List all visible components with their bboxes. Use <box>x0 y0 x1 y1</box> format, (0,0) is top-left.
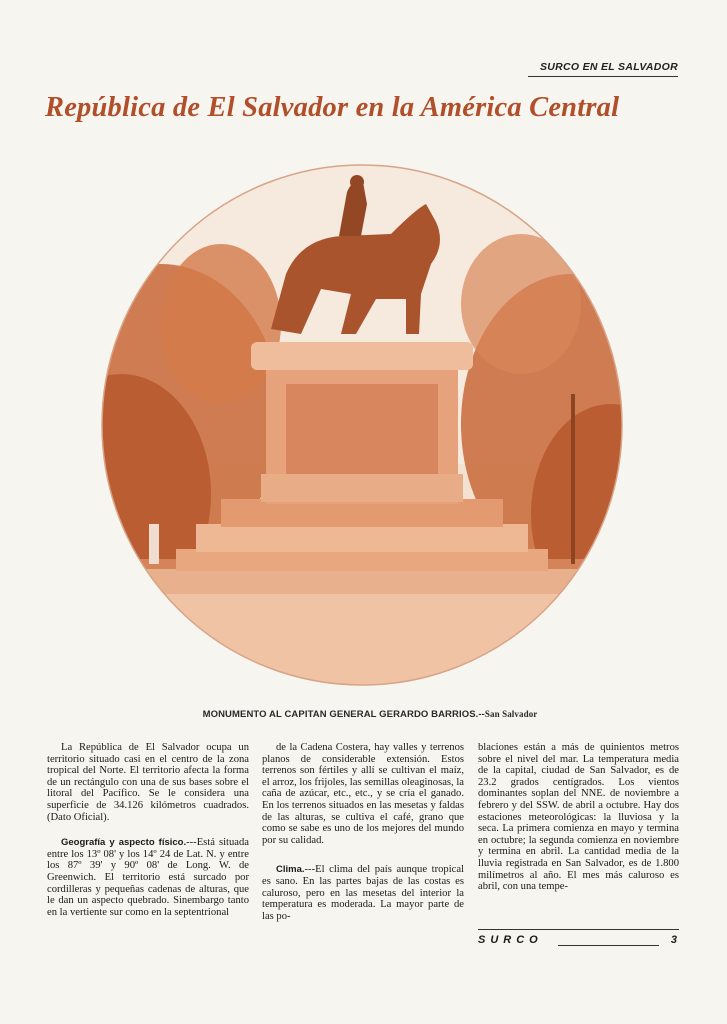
paragraph: blaciones están a más de quinientos metros sobre el nivel del mar. La temperatura media de la capital, ciudad de San Salvador, es de 23.2 grados centígrados. Los vientos dominantes soplan del NNE. de noviembre a febrero y del SSW. de abril a octubre. Hay dos estaciones meteorológicas: la lluviosa y la seca. La primera comienza en mayo y termina en octubre; la segunda comienza en noviembre y termina en abril. La cantidad media de la lluvia registrada en San Salvador, es de 1.800 milímetros al año. El mes más caluroso es abril, con una tempe- <box>478 742 679 893</box>
paragraph-geografia <box>47 837 249 918</box>
section-heading: Geografía y aspecto físico. <box>61 837 187 849</box>
paragraph-clima <box>262 864 464 922</box>
monument-photo <box>101 164 623 686</box>
caption-text: MONUMENTO AL CAPITAN GENERAL GERARDO BARRIOS.-- <box>202 709 485 720</box>
photo-caption <box>120 709 620 720</box>
column-3 <box>478 742 679 902</box>
section-heading: Clima. <box>276 864 305 876</box>
paragraph: La República de El Salvador ocupa un territorio situado casi en el centro de la zona tropical del Norte. El territorio afecta la forma de un rectángulo con una de sus bases sobre el litoral del Pacífico. Se le considera una superficie de 34.126 kilómetros cuadrados. (Dato Oficial). <box>47 742 249 823</box>
caption-location: San Salvador <box>484 709 538 719</box>
running-head: SURCO EN EL SALVADOR <box>528 61 678 77</box>
paragraph-body: ---Está situada entre los 13º 08' y los 14º 24 de Lat. N. y entre los 87º 39' y 90º 08' de Long. W. de Greenwich. El territorio está surcado por cordilleras y pequeñas cadenas de alturas, que le dan un aspecto quebrado. Sinembargo tanto en la vertiente sur como en la septentrional <box>47 837 249 918</box>
footer-brand: SURCO <box>478 934 543 946</box>
page-title: República de El Salvador en la América Central <box>45 92 620 123</box>
page-number: 3 <box>670 934 677 946</box>
paragraph: de la Cadena Costera, hay valles y terrenos planos de considerable extensión. Estos terrenos son fértiles y allí se cultivan el maíz, el arroz, los frijoles, las semillas oleaginosas, la caña de azúcar, etc., etc., y se cría el ganado. En los terrenos situados en las mesetas y faldas de las alturas, se cultiva el café, grano que como se sabe es uno de los mejores del mundo por su calidad. <box>262 742 464 846</box>
column-1 <box>47 742 249 927</box>
paragraph-body: ---El clima del país aunque tropical es sano. En las partes bajas de las costas es caluroso, pero en las mesetas del interior la temperatura es moderada. La mayor parte de las po- <box>262 864 464 922</box>
footer-rule <box>558 945 659 946</box>
column-2 <box>262 742 464 931</box>
page-footer <box>478 929 679 946</box>
